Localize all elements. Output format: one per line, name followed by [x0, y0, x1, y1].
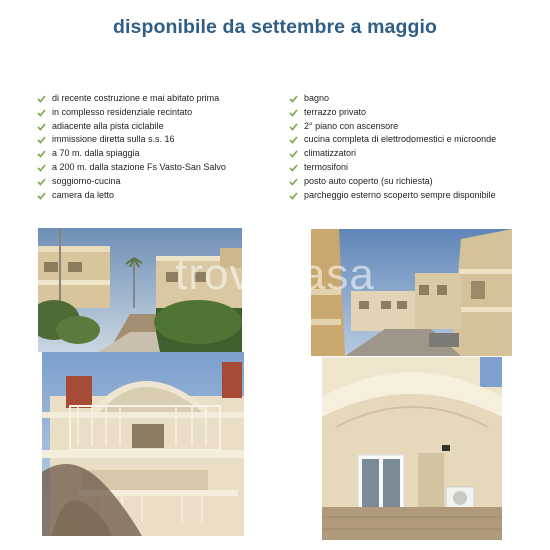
cropped-title — [90, 0, 460, 5]
feature-text: terrazzo privato — [304, 106, 367, 117]
feature-text: bagno — [304, 93, 330, 103]
photo-terrace — [322, 357, 502, 540]
list-item — [37, 175, 226, 189]
feature-text: climatizzatori — [304, 148, 357, 159]
feature-text: parcheggio esterno scoperto sempre disponibile — [304, 189, 496, 200]
check-icon — [37, 175, 47, 189]
check-icon — [37, 120, 47, 134]
check-icon — [289, 189, 299, 203]
list-item — [289, 175, 496, 189]
list-item — [37, 120, 226, 134]
feature-text: a 200 m. dalla stazione Fs Vasto-San Salvo — [52, 161, 226, 172]
list-item — [289, 147, 496, 161]
photo-courtyard — [311, 229, 512, 356]
list-item — [37, 133, 226, 147]
check-icon — [289, 120, 299, 134]
feature-text: termosifoni — [304, 161, 349, 172]
features-right-list — [289, 92, 496, 202]
list-item — [289, 106, 496, 120]
check-icon — [37, 161, 47, 175]
feature-text: in complesso residenziale recintato — [52, 106, 193, 117]
list-item — [289, 189, 496, 203]
check-icon — [289, 161, 299, 175]
check-icon — [289, 133, 299, 147]
check-icon — [37, 147, 47, 161]
feature-text: soggiorno-cucina — [52, 175, 121, 186]
list-item — [37, 147, 226, 161]
check-icon — [289, 175, 299, 189]
photo-exterior-street — [38, 228, 242, 352]
feature-text: di recente costruzione e mai abitato prima — [52, 93, 220, 103]
list-item — [289, 133, 496, 147]
list-item — [289, 161, 496, 175]
list-item — [37, 92, 226, 106]
photo-balcony-building — [42, 352, 244, 536]
check-icon — [289, 147, 299, 161]
check-icon — [289, 92, 299, 106]
check-icon — [37, 106, 47, 120]
feature-text: immissione diretta sulla s.s. 16 — [52, 134, 175, 145]
list-item — [37, 106, 226, 120]
feature-text: adiacente alla pista ciclabile — [52, 120, 164, 131]
feature-text: cucina completa di elettrodomestici e microonde — [304, 134, 497, 145]
check-icon — [289, 106, 299, 120]
check-icon — [37, 133, 47, 147]
list-item — [289, 92, 496, 106]
feature-text: posto auto coperto (su richiesta) — [304, 175, 433, 186]
list-item — [37, 189, 226, 203]
list-item — [289, 120, 496, 134]
feature-text: camera da letto — [52, 189, 115, 200]
feature-text: 2° piano con ascensore — [304, 120, 399, 131]
features-left-list — [37, 92, 226, 202]
check-icon — [37, 92, 47, 106]
subtitle: disponibile da settembre a maggio — [112, 16, 438, 38]
watermark-text: trovacasa — [175, 250, 375, 299]
feature-text: a 70 m. dalla spiaggia — [52, 148, 140, 159]
list-item — [37, 161, 226, 175]
check-icon — [37, 189, 47, 203]
